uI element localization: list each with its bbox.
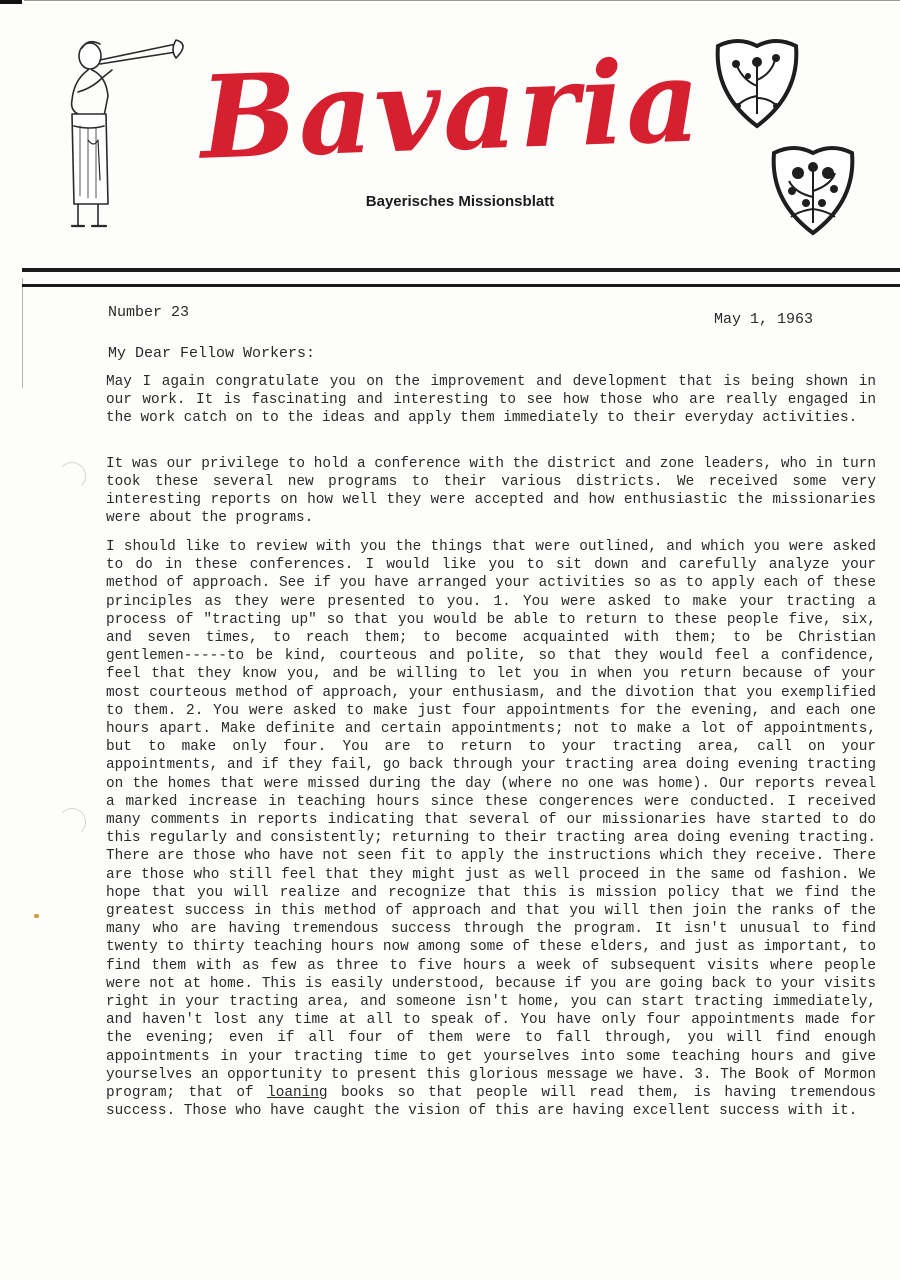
paragraph-text: I should like to review with you the things that were outlined, and which you were asked to do in these conferences. I would like you to sit down and carefully analyze your method of approach. See if you have arranged your activities so as to apply each of these principles as they were presented to you. 1. You were asked to make your tracting a process of "tracting up" so that you would be able to return to these people five, six, and seven times, to reach them; to become acquainted with them; to be Christian gentlemen-----to be kind, courteous and polite, so that they would feel a confidence, feel that they know you, and be willing to let you in when you return because of your most courteous method of approach, your enthusiasm, and the divotion that you exemplified to them. 2. You were asked to make just four appointments for the evening, and each one hours apart. Make definite and certain appointments; not to make a lot of appointments, but to make only four. You are to return to your tracting area, call on your appointments, and if they fail, go back through your tracting area doing evening tracting on the homes that were missed during the day (where no one was home). Our reports reveal a marked increase in teaching hours since these congerences were conducted. I received many comments in reports indicating that several of our missionaries have started to do this regularly and consistently; returning to their tracting area doing evening tracting. There are those who have not seen fit to apply the instructions which they receive. There are those who still feel that they might just as well proceed in the same od fashion. We hope that you will realize and recognize that this is mission policy that we find the greatest success in this method of approach and that you will then join the ranks of the many who are having tremendous success through the program. It isn't unusual to find twenty to thirty teaching hours now among some of these elders, and just as important, to find them with as few as three to five hours a week of subsequent visits where people were not at home. This is easily understood, because if you are going back to your visits right in your tracting area, and someone isn't home, you can start tracting immediately, and haven't lost any time at all to speak of. You have only four appointments made for the evening; even if all four of them were to fall through, you will find enough appointments in your tracting time to get yourselves into some teaching hours and give yourselves an opportunity to present this glorious message we have. 3. The Book of Mormon program; that of	[106, 539, 876, 1102]
corner-mark	[0, 0, 22, 4]
punch-hole-mark	[58, 462, 86, 490]
margin-rule	[22, 278, 23, 388]
letter-date: May 1, 1963	[714, 311, 814, 328]
issue-number: Number 23	[108, 304, 190, 321]
ink-spot	[34, 914, 39, 918]
salutation: My Dear Fellow Workers:	[108, 345, 316, 362]
masthead-title: Bavaria	[198, 33, 704, 185]
masthead-subtitle: Bayerisches Missionsblatt	[365, 193, 555, 210]
header-rule	[22, 268, 900, 272]
paragraph: May I again congratulate you on the improvement and development that is being shown in our work. It is fascinating and interesting to see how those who are really engaged in the work catch on to the ideas and apply them immediately to their everyday activities.	[106, 374, 876, 426]
header-rule	[22, 284, 900, 287]
paragraph-text: books so that people will read them, is having tremendous success. Those who have caught the vision of this are having excellent success with it.	[106, 1085, 876, 1120]
punch-hole-mark	[58, 808, 86, 836]
paragraph	[106, 538, 876, 1121]
coat-of-arms-icon	[768, 143, 858, 238]
coat-of-arms-icon	[712, 36, 802, 131]
top-edge-line	[24, 0, 900, 1]
underlined-word: loaning	[267, 1085, 328, 1102]
herald-trumpeter-icon	[58, 30, 198, 245]
paragraph: It was our privilege to hold a conference with the district and zone leaders, who in turn took these several new programs to their various districts. We received some very interesting reports on how well they were accepted and how enthusiastic the missionaries were about the programs.	[106, 456, 876, 526]
